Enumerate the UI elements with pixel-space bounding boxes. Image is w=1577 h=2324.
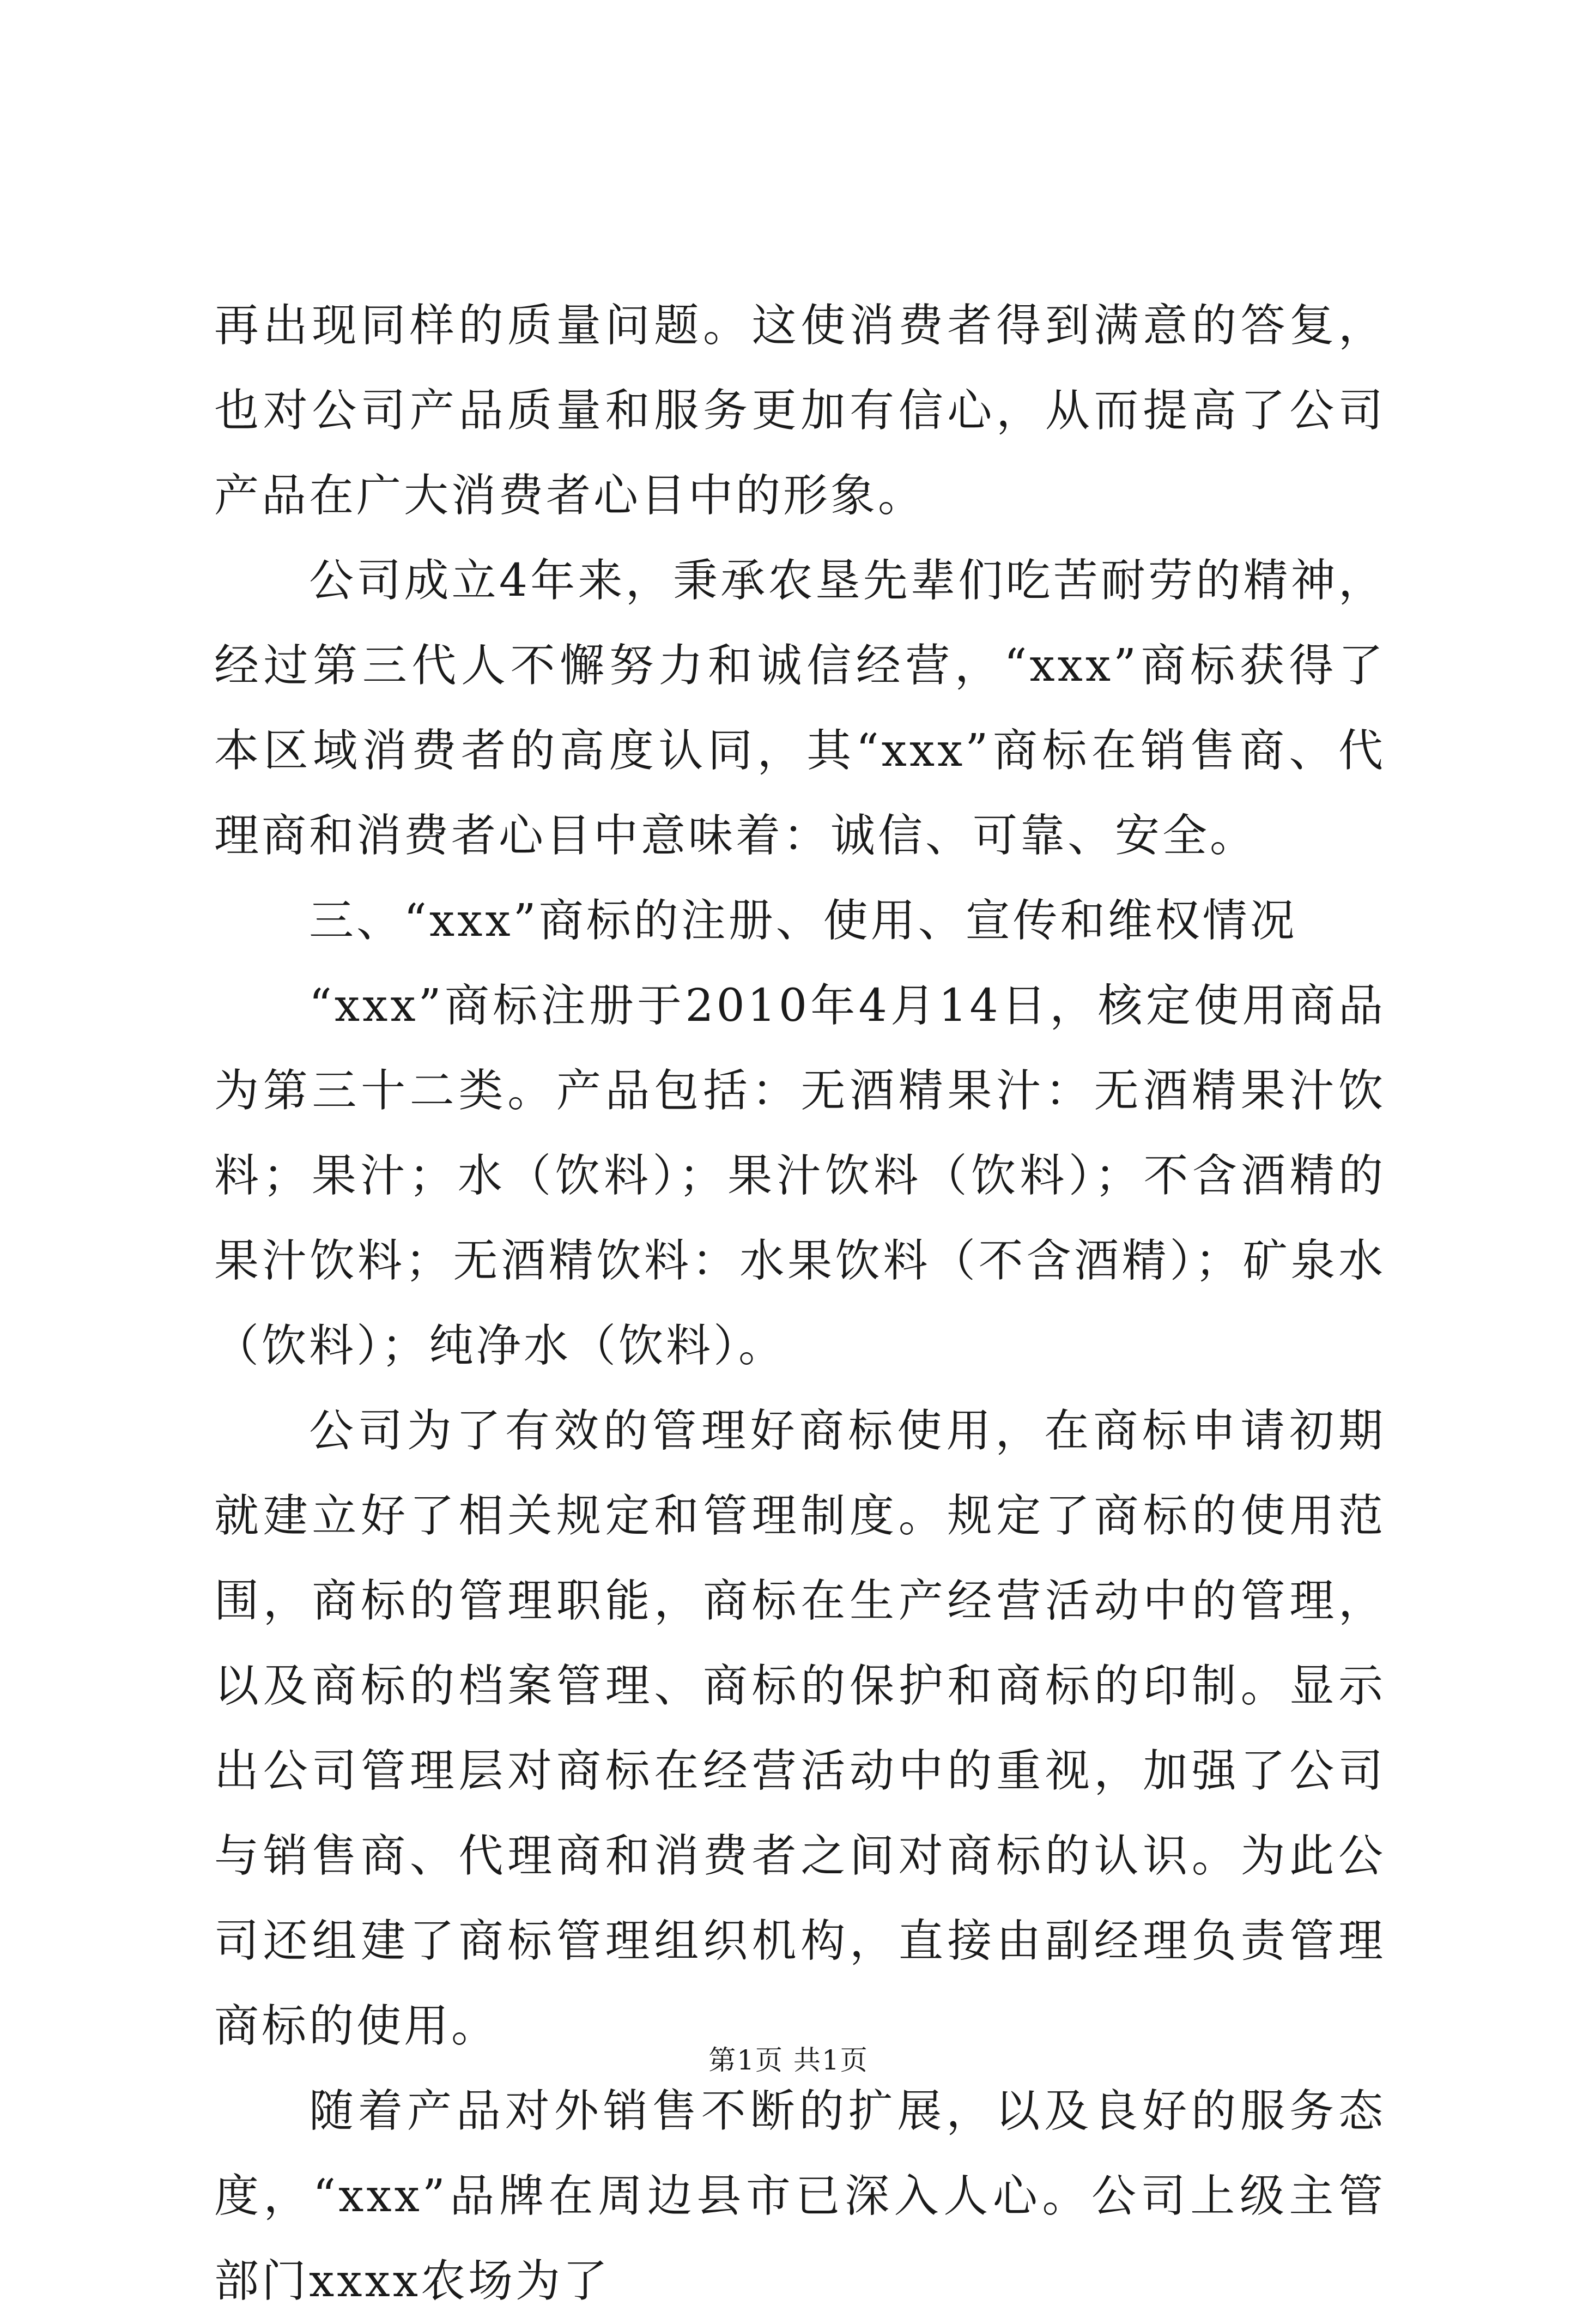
section-heading: 三、“xxx”商标的注册、使用、宣传和维权情况 <box>309 895 1297 947</box>
page-footer: 第1页 共1页 <box>708 2044 869 2076</box>
paragraph-4: 公司为了有效的管理好商标使用，在商标申请初期就建立好了相关规定和管理制度。规定了商标的使用范围，商标的管理职能，商标在生产经营活动中的管理，以及商标的档案管理、商标的保护和商标的印制。显示出公司管理层对商标在经营活动中的重视，加强了公司与销售商、代理商和消费者之间对商标的认识。为此公司还组建了商标管理组织机构，直接由副经理负责管理商标的使用。 <box>214 1405 1386 2052</box>
document-body <box>214 283 1386 2324</box>
paragraph-5: 随着产品对外销售不断的扩展，以及良好的服务态度，“xxx”品牌在周边县市已深入人心。公司上级主管部门xxxx农场为了 <box>214 2085 1386 2307</box>
paragraph-1: 再出现同样的质量问题。这使消费者得到满意的答复，也对公司产品质量和服务更加有信心，从而提高了公司产品在广大消费者心目中的形象。 <box>214 300 1386 522</box>
paragraph-3: “xxx”商标注册于2010年4月14日，核定使用商品为第三十二类。产品包括：无酒精果汁：无酒精果汁饮料；果汁；水（饮料）；果汁饮料（饮料）；不含酒精的果汁饮料；无酒精饮料：水果饮料（不含酒精）；矿泉水（饮料）；纯净水（饮料）。 <box>214 980 1386 1372</box>
paragraph-2: 公司成立4年来，秉承农垦先辈们吃苦耐劳的精神，经过第三代人不懈努力和诚信经营，“xxx”商标获得了本区域消费者的高度认同，其“xxx”商标在销售商、代理商和消费者心目中意味着：诚信、可靠、安全。 <box>214 555 1386 862</box>
